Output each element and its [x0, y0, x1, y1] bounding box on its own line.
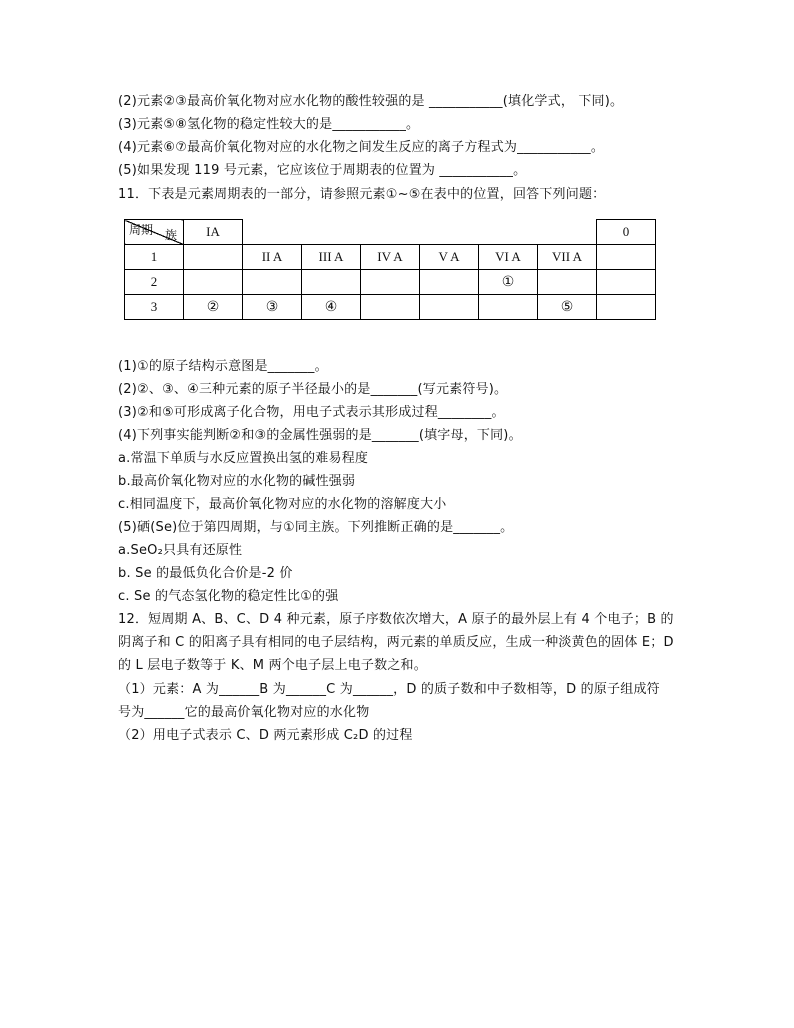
- group-header: IV A: [361, 245, 420, 270]
- q10-part3: (3)元素⑤⑧氢化物的稳定性较大的是___________。: [118, 117, 420, 132]
- element-cell: [361, 295, 420, 320]
- element-cell: [361, 270, 420, 295]
- group-header: II A: [243, 245, 302, 270]
- group-header-label: 族: [164, 228, 177, 242]
- period-cell: 2: [125, 270, 184, 295]
- element-cell: ③: [243, 295, 302, 320]
- q11-intro: 11．下表是元素周期表的一部分，请参照元素①~⑤在表中的位置，回答下列问题：: [118, 187, 606, 202]
- element-cell: [184, 270, 243, 295]
- q11-part1: (1)①的原子结构示意图是_______。: [118, 359, 328, 374]
- q11-part4-option-a: a.常温下单质与水反应置换出氢的难易程度: [118, 451, 369, 466]
- period-header-label: 周期: [129, 223, 154, 237]
- element-cell: [420, 270, 479, 295]
- period-cell: 3: [125, 295, 184, 320]
- q12-part1-cont: 号为______它的最高价氧化物对应的水化物: [118, 705, 370, 720]
- element-cell: [243, 270, 302, 295]
- q11-part4-option-b: b.最高价氧化物对应的水化物的碱性强弱: [118, 474, 356, 489]
- element-cell: ②: [184, 295, 243, 320]
- period-cell: 1: [125, 245, 184, 270]
- table-corner-cell: [125, 220, 184, 245]
- q11-part3: (3)②和⑤可形成离子化合物，用电子式表示其形成过程________。: [118, 405, 505, 420]
- q11-part4-option-c: c.相同温度下，最高价氧化物对应的水化物的溶解度大小: [118, 497, 447, 512]
- element-cell: [184, 245, 243, 270]
- q10-part4: (4)元素⑥⑦最高价氧化物对应的水化物之间发生反应的离子方程式为___________。: [118, 140, 605, 155]
- q12-part1: （1）元素：A 为______B 为______C 为______，D 的质子数和中子数相等，D 的原子组成符: [118, 682, 660, 697]
- element-cell: [420, 295, 479, 320]
- q12-line3: 的 L 层电子数等于 K、M 两个电子层上电子数之和。: [118, 658, 427, 673]
- element-cell: [302, 270, 361, 295]
- q11-part5: (5)硒(Se)位于第四周期，与①同主族。下列推断正确的是_______。: [118, 520, 514, 535]
- q11-part2: (2)②、③、④三种元素的原子半径最小的是_______(写元素符号)。: [118, 382, 508, 397]
- element-cell: ④: [302, 295, 361, 320]
- element-cell: [538, 270, 597, 295]
- element-cell: ①: [479, 270, 538, 295]
- q12-line2: 阴离子和 C 的阳离子具有相同的电子层结构，两元素的单质反应，生成一种淡黄色的固体 E；D: [118, 635, 674, 650]
- q11-part5-option-c: c. Se 的气态氢化物的稳定性比①的强: [118, 589, 339, 604]
- q10-part5: (5)如果发现 119 号元素，它应该位于周期表的位置为 ___________。: [118, 163, 527, 178]
- element-cell: [597, 295, 656, 320]
- element-cell: [597, 245, 656, 270]
- group-zero-header: 0: [597, 220, 656, 245]
- q11-part4: (4)下列事实能判断②和③的金属性强弱的是_______(填字母，下同)。: [118, 428, 522, 443]
- element-cell: ⑤: [538, 295, 597, 320]
- table-blank-area: [243, 220, 597, 245]
- q11-part5-option-a: a.SeO₂只具有还原性: [118, 543, 243, 558]
- q12-part2: （2）用电子式表示 C、D 两元素形成 C₂D 的过程: [118, 728, 413, 743]
- q10-part2: (2)元素②③最高价氧化物对应水化物的酸性较强的是 ___________(填化学式， 下同)。: [118, 94, 624, 109]
- group-header: III A: [302, 245, 361, 270]
- q12-line1: 12．短周期 A、B、C、D 4 种元素，原子序数依次增大，A 原子的最外层上有 4 个电子；B 的: [118, 612, 674, 627]
- group-header: VI A: [479, 245, 538, 270]
- group-header: V A: [420, 245, 479, 270]
- element-cell: [479, 295, 538, 320]
- group-ia-header: IA: [184, 220, 243, 245]
- periodic-table-fragment: [124, 219, 656, 320]
- q11-part5-option-b: b. Se 的最低负化合价是-2 价: [118, 566, 293, 581]
- group-header: VII A: [538, 245, 597, 270]
- element-cell: [597, 270, 656, 295]
